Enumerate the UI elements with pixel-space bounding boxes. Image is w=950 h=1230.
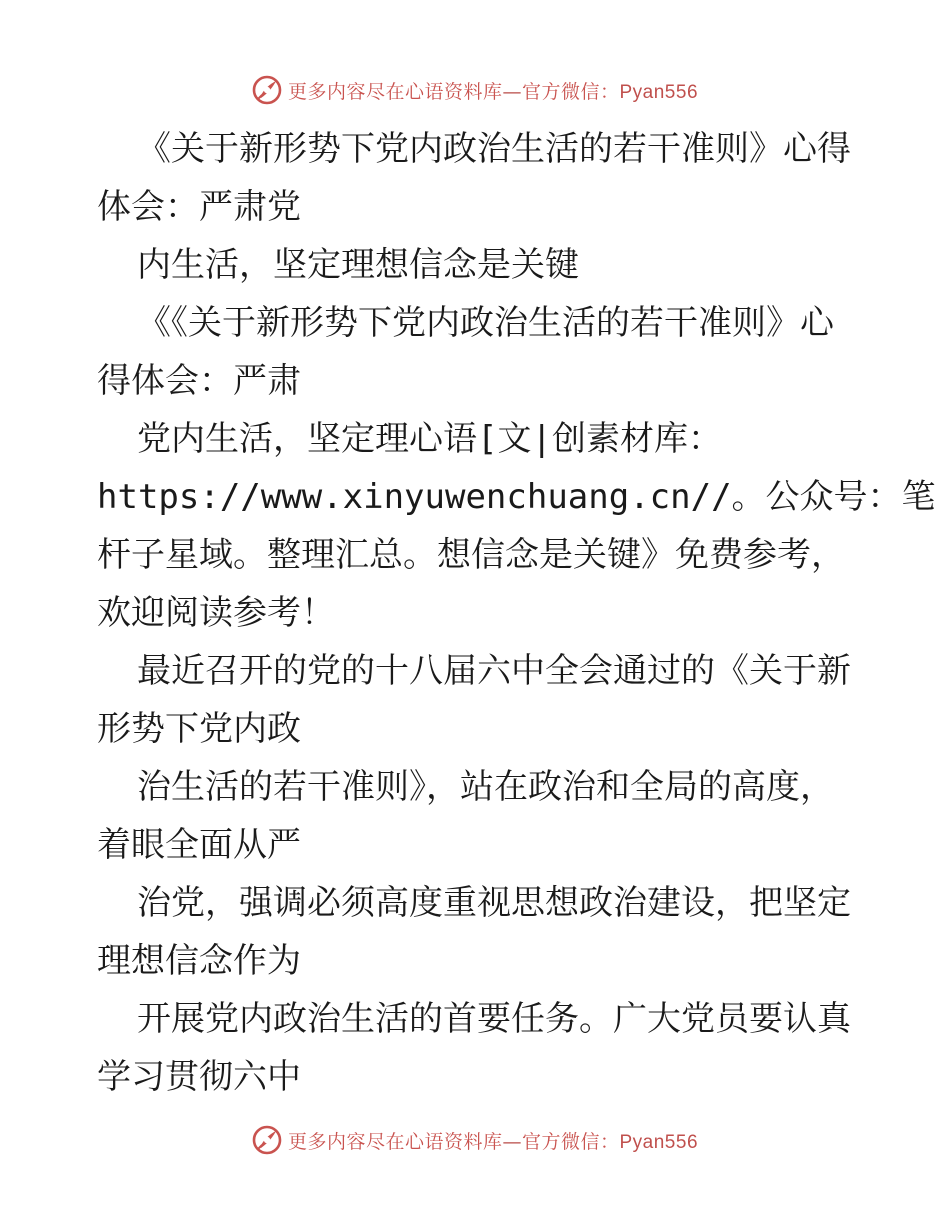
- body-line: 学习贯彻六中: [97, 1057, 301, 1097]
- body-line: 理想信念作为: [97, 941, 301, 981]
- footer-brand-name: 更多内容尽在心语资料库: [287, 1130, 503, 1153]
- body-line: https://www.xinyuwenchuang.cn//。公众号：笔: [97, 477, 936, 517]
- footer-brand-text: [288, 1127, 698, 1154]
- header-dash: —: [502, 80, 522, 103]
- body-line: 治党，强调必须高度重视思想政治建设，把坚定: [137, 883, 851, 923]
- document-body: [97, 120, 936, 1106]
- footer-dash: —: [502, 1130, 522, 1153]
- body-line: 内生活，坚定理想信念是关键: [137, 245, 579, 285]
- body-line: 形势下党内政: [97, 709, 301, 749]
- page-footer: [0, 1120, 950, 1160]
- body-line: 欢迎阅读参考！: [97, 593, 335, 633]
- header-contact-id: Pyan556: [619, 81, 699, 103]
- header-contact-label: 官方微信：: [521, 80, 620, 103]
- body-line: 着眼全面从严: [97, 825, 301, 865]
- body-line: 开展党内政治生活的首要任务。广大党员要认真: [137, 999, 851, 1039]
- body-line: 党内生活，坚定理心语[文|创素材库：: [137, 419, 722, 459]
- footer-contact-label: 官方微信：: [521, 1130, 620, 1153]
- body-line: 《关于新形势下党内政治生活的若干准则》心得: [137, 129, 851, 169]
- body-line: 治生活的若干准则》，站在政治和全局的高度，: [137, 767, 834, 807]
- body-line: 《《关于新形势下党内政治生活的若干准则》心: [137, 303, 834, 343]
- header-brand-text: [288, 77, 698, 104]
- body-line: 得体会：严肃: [97, 361, 301, 401]
- footer-contact-id: Pyan556: [619, 1131, 699, 1153]
- footer-brand: [252, 1125, 698, 1155]
- page-header: [0, 70, 950, 110]
- body-line: 体会：严肃党: [97, 187, 301, 227]
- quill-logo-icon: [252, 1125, 282, 1155]
- quill-logo-icon: [252, 75, 282, 105]
- body-line: 最近召开的党的十八届六中全会通过的《关于新: [137, 651, 851, 691]
- header-brand-name: 更多内容尽在心语资料库: [287, 80, 503, 103]
- header-brand: [252, 75, 698, 105]
- body-line: 杆子星域。整理汇总。想信念是关键》免费参考，: [97, 535, 845, 575]
